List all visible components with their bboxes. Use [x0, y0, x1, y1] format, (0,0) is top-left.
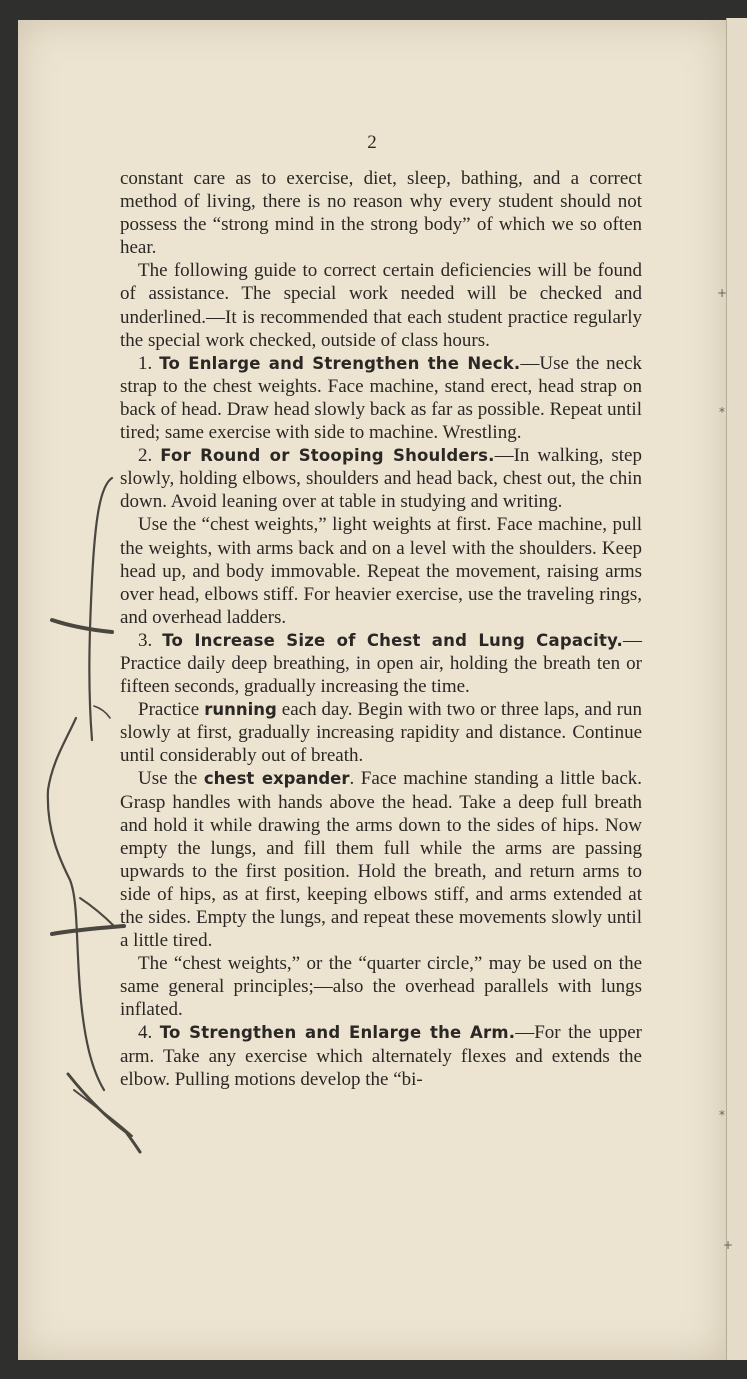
margin-mark: +: [717, 286, 728, 300]
paragraph-guide: The following guide to correct certain deficiencies will be found of assistance. The special work needed will be checked and underlined.—It is recommended that each student practice regularly the special work checked, outside of class hours.: [120, 260, 642, 351]
margin-mark: *: [719, 405, 725, 419]
margin-mark: +: [723, 1238, 734, 1252]
section-number: 2.: [138, 445, 153, 467]
text-run: Use the: [138, 768, 204, 790]
section-arm: [120, 1021, 642, 1090]
margin-mark: *: [719, 1108, 725, 1122]
section-text: —In walking, step slowly, holding elbows, shoulders and head back, chest out, the chin down. Avoid leaning over at table in studying and writing.: [120, 445, 642, 513]
section-shoulders: [120, 444, 642, 513]
page-body: [120, 167, 642, 1091]
adjacent-page-edge: [726, 18, 747, 1360]
section-heading: To Enlarge and Strengthen the Neck.: [159, 353, 521, 373]
emphasis-chest-expander: chest expander: [203, 769, 350, 789]
paragraph-quarter-circle: The “chest weights,” or the “quarter circle,” may be used on the same general principles;—also the overhead parallels with lungs inflated.: [120, 953, 642, 1021]
text-run: each day. Begin with two or three laps, and run slowly at first, gradually increasing rapidity and distance. Continue until considerably out of breath.: [120, 699, 643, 767]
section-number: 1.: [138, 352, 153, 374]
text-run: . Face machine standing a little back. Grasp handles with hands above the head. Take a deep full breath and hold it while drawing the arms down to the sides of hips. Now empty the lungs, and fill them full while the arms are passing upwards to the first position. Hold the breath, and return arms to side of hips, as at first, keeping elbows stiff, and arms extended at the sides. Empty the lungs, and repeat these movements slowly until a little tired.: [120, 768, 643, 952]
emphasis-running: running: [204, 700, 277, 720]
section-chest: [120, 629, 642, 698]
section-number: 3.: [138, 629, 153, 651]
paragraph-running: [120, 698, 642, 767]
section-text: —Use the neck strap to the chest weights. Face machine, stand erect, head strap on back of head. Draw head slowly back as far as possible. Repeat until tired; same exercise with side to machine. Wrestling.: [120, 352, 643, 444]
section-text: —Practice daily deep breathing, in open air, holding the breath ten or fifteen seconds, gradually increasing the time.: [120, 629, 643, 698]
section-text: —For the upper arm. Take any exercise which alternately flexes and extends the elbow. Pulling motions develop the “bi-: [120, 1022, 643, 1090]
text-run: Practice: [138, 699, 205, 721]
paragraph-chest-weights: Use the “chest weights,” light weights at first. Face machine, pull the weights, with arms back and on a level with the shoulders. Keep head up, and body immovable. Repeat the movement, raising arms over head, elbows stiff. For heavier exercise, use the traveling rings, and overhead ladders.: [120, 514, 642, 628]
book-page: [18, 20, 726, 1360]
section-heading: To Strengthen and Enlarge the Arm.: [159, 1023, 516, 1043]
paragraph-chest-expander: [120, 767, 642, 952]
paragraph-intro-continued: constant care as to exercise, diet, sleep, bathing, and a correct method of living, there is no reason why every student should not possess the “strong mind in the strong body” of which we so often hear.: [120, 168, 642, 259]
section-heading: For Round or Stooping Shoulders.: [160, 446, 495, 466]
section-number: 4.: [138, 1022, 153, 1044]
section-heading: To Increase Size of Chest and Lung Capacity.: [162, 630, 624, 650]
page-number: 2: [367, 132, 377, 153]
section-neck: [120, 352, 642, 444]
